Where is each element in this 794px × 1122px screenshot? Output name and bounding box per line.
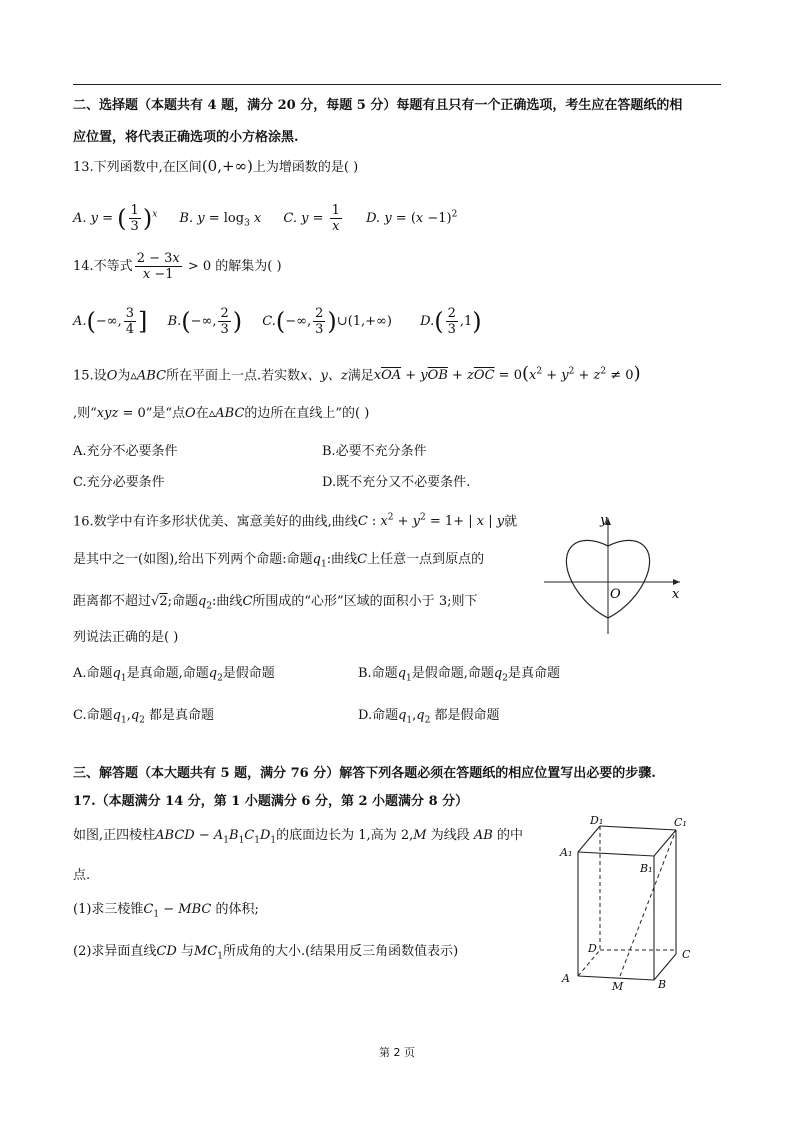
label-m: M <box>612 980 624 992</box>
q16-line1: 16.数学中有许多形状优美、寓意美好的曲线,曲线C : $x^2 + y^2 = 1+$ | x | y就 <box>73 513 518 530</box>
edge-a1b1 <box>578 852 654 856</box>
heart-curve-figure <box>540 510 690 636</box>
page-footer: 第 2 页 <box>379 1046 415 1059</box>
q14-option-d[interactable]: D.( $\frac{2}{3}$ ,1) <box>420 305 482 337</box>
q17-part2: (2)求异面直线CD 与$MC_1$所成角的大小.(结果用反三角函数值表示) <box>73 944 459 962</box>
edge-b1c1 <box>654 830 676 856</box>
top-rule <box>73 84 721 85</box>
label-c1: C₁ <box>674 816 687 829</box>
section3-heading: 三、解答题（本大题共有 5 题，满分 76 分）解答下列各题必须在答题纸的相应位置写出必要的步骤. <box>73 766 656 781</box>
q16-line2: 是其中之一(如图),给出下列两个命题:命题$q_1$:曲线C上任意一点到原点的 <box>73 552 485 570</box>
q17-part1: (1)求三棱锥$C_1$ − MBC 的体积; <box>73 902 259 920</box>
prism-figure <box>558 812 698 992</box>
label-a: A <box>562 972 570 985</box>
q15-stem-line2: ,则“xyz = 0”是“点O在▵ABC的边所在直线上”的( ) <box>73 406 370 421</box>
q15-option-d[interactable]: D.既不充分又不必要条件. <box>322 475 471 490</box>
label-b: B <box>658 978 667 991</box>
q15-option-a[interactable]: A.充分不必要条件 <box>73 444 178 459</box>
q13-options <box>73 198 457 241</box>
section2-heading-line1: 二、选择题（本题共有 4 题，满分 20 分，每题 5 分）每题有且只有一个正确选项，考生应在答题纸的相 <box>73 98 683 113</box>
section2-heading-line2: 应位置，将代表正确选项的小方格涂黑. <box>73 130 299 145</box>
q15-stem-line1: 15.设O为▵ABC所在平面上一点.若实数x、y、z满足$x\overline{OA} + y\overline{OB} + z\overline{OC} = 0(x^2 + y^2 + z^2 \ne 0)$ <box>73 363 641 385</box>
label-b1: B₁ <box>640 862 653 875</box>
q16-option-b[interactable]: B.命题$q_1$是假命题,命题$q_2$是真命题 <box>358 666 560 684</box>
q14-option-c[interactable]: C.(−∞, $\frac{2}{3}$ )∪(1,+∞) <box>262 305 392 337</box>
label-c: C <box>682 948 691 961</box>
edge-a1d1 <box>578 826 600 852</box>
q13-option-b[interactable]: B. $y = \log_3 x$ <box>179 211 262 229</box>
y-axis-label: y <box>600 513 608 528</box>
label-d1: D₁ <box>590 814 604 827</box>
q14-stem: 14.不等式 $\frac{2 - 3x}{x -1}$ > 0 的解集为( ) <box>73 251 282 282</box>
x-axis-arrow-icon <box>673 579 680 585</box>
q15-option-c[interactable]: C.充分必要条件 <box>73 475 165 490</box>
x-axis-label: x <box>672 587 680 602</box>
q17-line1: 如图,正四棱柱ABCD − $A_1B_1C_1D_1$的底面边长为 1,高为 2,M 为线段 AB 的中 <box>73 828 523 846</box>
label-d: D <box>588 942 597 955</box>
q16-line3: 距离都不超过√2;命题$q_2$:曲线C所围成的“心形”区域的面积小于 3;则下 <box>73 594 478 612</box>
q14-option-b[interactable]: B.(−∞, $\frac{2}{3}$ ) <box>167 305 243 337</box>
q16-option-c[interactable]: C.命题$q_1,q_2$ 都是真命题 <box>73 708 215 726</box>
q13-stem: 13.下列函数中,在区间(0,+∞)上为增函数的是( ) <box>73 157 359 175</box>
edge-d1c1 <box>600 826 676 830</box>
q13-option-d[interactable]: D. $y = (x -1)^2$ <box>366 210 458 227</box>
q14-options <box>73 304 482 339</box>
edge-bc <box>654 954 676 980</box>
q13-interval: (0,+∞) <box>201 157 253 175</box>
origin-label: O <box>610 587 621 602</box>
q16-line4: 列说法正确的是( ) <box>73 630 179 645</box>
q16-option-a[interactable]: A.命题$q_1$是真命题,命题$q_2$是假命题 <box>73 666 275 684</box>
q13-option-a[interactable]: A. y = ( $\frac{1}{3}$ )$^x$ <box>73 203 158 235</box>
q16-option-d[interactable]: D.命题$q_1,q_2$ 都是假命题 <box>358 708 500 726</box>
label-a1: A₁ <box>560 846 573 859</box>
q15-option-b[interactable]: B.必要不充分条件 <box>322 444 427 459</box>
q13-option-c[interactable]: C. y = $\frac{1}{x}$ <box>283 203 340 235</box>
q14-option-a[interactable]: A.(−∞, $\frac{3}{4}$ ] <box>73 305 148 337</box>
q17-title: 17.（本题满分 14 分，第 1 小题满分 6 分，第 2 小题满分 8 分） <box>73 794 469 809</box>
segment-mc1 <box>620 830 676 976</box>
q17-line2: 点. <box>73 868 91 883</box>
